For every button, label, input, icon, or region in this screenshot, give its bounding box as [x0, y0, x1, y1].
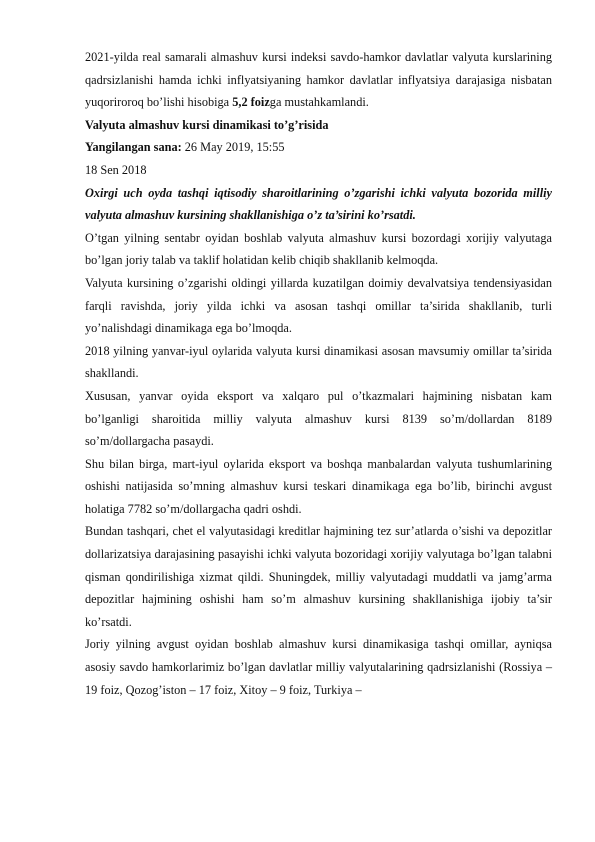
- paragraph-7: Joriy yilning avgust oyidan boshlab almashuv kursi dinamikasiga tashqi omillar, ayniqsa asosiy savdo hamkorlarimiz bo’lgan davlatlar milliy valyutalarining qadrsizlanishi (Rossiya – 19 foiz, Qozog’iston – 17 foiz, Xitoy – 9 foiz, Turkiya –: [85, 637, 552, 697]
- paragraph-6: Bundan tashqari, chet el valyutasidagi kreditlar hajmining tez sur’atlarda o’sishi va depozitlar dollarizatsiya darajasining pasayishi ichki valyuta bozoridagi xorijiy valyutaga bo’lgan talabni qisman qondirilishiga xizmat qildi. Shuningdek, milliy valyutadagi muddatli va jamg’arma depozitlar hajmining oshishi ham so’m almashuv kursining shakllanishiga ijobiy ta’sir ko’rsatdi.: [85, 524, 552, 629]
- intro-paragraph: [85, 46, 552, 114]
- publish-date: 18 Sen 2018: [85, 162, 147, 177]
- updated-value: 26 May 2019, 15:55: [181, 140, 285, 155]
- paragraph-3: 2018 yilning yanvar-iyul oylarida valyuta kursi dinamikasi asosan mavsumiy omillar ta’sirida shakllandi.: [85, 343, 552, 381]
- lead-paragraph: Oxirgi uch oyda tashqi iqtisodiy sharoitlarining o’zgarishi ichki valyuta bozorida milliy valyuta almashuv kursining shakllanishiga o’z ta’sirini ko’rsatdi.: [85, 185, 552, 223]
- paragraph-4: Xususan, yanvar oyida eksport va xalqaro pul o’tkazmalari hajmining nisbatan kam bo’lganligi sharoitida milliy valyuta almashuv kursi 8139 so’m/dollardan 8189 so’m/dollargacha pasaydi.: [85, 388, 552, 449]
- intro-text-end: ga mustahkamlandi.: [269, 95, 369, 110]
- paragraph-2: Valyuta kursining o’zgarishi oldingi yillarda kuzatilgan doimiy devalvatsiya tendensiyasidan farqli ravishda, joriy yilda ichki va asosan tashqi omillar ta’sirida shakllanib, turli yo’nalishdagi dinamikaga ega bo’lmoqda.: [85, 275, 552, 336]
- intro-text: 2021-yilda real samarali almashuv kursi indeksi savdo-hamkor davlatlar valyuta kurslarining qadrsizlanishi hamda ichki inflyatsiyaning hamkor davlatlar inflyatsiya darajasiga nisbatan yuqoriroroq bo’lishi hisobiga: [85, 50, 552, 110]
- paragraph-1: O’tgan yilning sentabr oyidan boshlab valyuta almashuv kursi bozordagi xorijiy valyutaga bo’lgan joriy talab va taklif holatidan kelib chiqib shakllanib kelmoqda.: [85, 230, 552, 268]
- document-body: [85, 46, 552, 701]
- updated-line: [85, 136, 552, 159]
- intro-highlight: 5,2 foiz: [232, 95, 270, 110]
- updated-label: Yangilangan sana:: [85, 140, 182, 155]
- paragraph-5: Shu bilan birga, mart-iyul oylarida eksport va boshqa manbalardan valyuta tushumlarining oshishi natijasida so’mning almashuv kursi teskari dinamikaga ega bo’lib, birinchi avgust holatiga 7782 so’m/dollargacha qadri oshdi.: [85, 456, 552, 516]
- section-title: Valyuta almashuv kursi dinamikasi to’g’risida: [85, 117, 329, 132]
